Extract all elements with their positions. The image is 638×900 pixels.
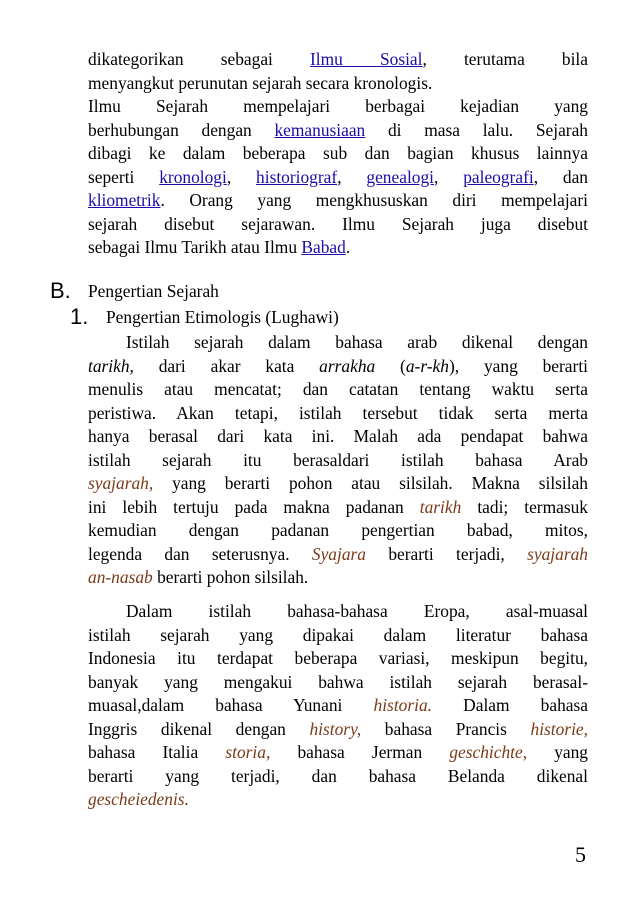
paragraph-eropa	[88, 600, 588, 812]
link-kemanusiaan[interactable]: kemanusiaan	[274, 119, 366, 140]
text-line: dibagi ke dalam beberapa sub dan bagian khusus lainnya	[88, 143, 588, 163]
text-line: peristiwa. Akan tetapi, istilah tersebut tidak serta merta	[88, 402, 588, 423]
text-line: muasal,dalam bahasa Yunani historia. Dalam bahasa	[88, 695, 588, 715]
text-line: tarikh, dari akar kata arrakha (a-r-kh), yang berarti	[88, 355, 588, 376]
link-paleografi[interactable]: paleografi	[463, 166, 534, 187]
text-line: Dalam istilah bahasa-bahasa Eropa, asal-muasal	[126, 601, 588, 621]
text-line: menulis atau mencatat; dan catatan tentang waktu serta	[88, 379, 588, 399]
text-line: Inggris dikenal dengan history, bahasa Prancis historie,	[88, 718, 588, 739]
paragraph-continuation	[88, 48, 588, 95]
text-line: istilah sejarah itu berasaldari istilah bahasa Arab	[88, 449, 588, 470]
text-line: Ilmu Sejarah mempelajari berbagai kejadian yang	[88, 96, 588, 116]
link-kliometrik[interactable]: kliometrik	[88, 190, 161, 210]
paragraph-etimologis	[88, 331, 588, 590]
text-line: banyak yang mengakui bahwa istilah sejarah berasal-	[88, 671, 588, 692]
text-line: kliometrik. Orang yang mengkhususkan diri mempelajari	[88, 190, 588, 210]
text-line: menyangkut perunutan sejarah secara kronologis.	[88, 72, 433, 93]
link-kronologi[interactable]: kronologi	[159, 166, 227, 187]
section-title: Pengertian Sejarah	[88, 281, 219, 301]
text-line: Istilah sejarah dalam bahasa arab dikenal dengan	[126, 332, 588, 352]
link-genealogi[interactable]: genealogi	[366, 166, 434, 187]
link-ilmu-sosial[interactable]: Ilmu Sosial	[310, 49, 423, 69]
paragraph-ilmu-sejarah	[88, 95, 588, 260]
text-line: gescheiedenis.	[88, 789, 189, 809]
text-line: dikategorikan sebagai Ilmu Sosial, terutama bila	[88, 49, 588, 69]
text-line: ini lebih tertuju pada makna padanan tarikh tadi; termasuk	[88, 496, 588, 517]
text-line: kemudian dengan padanan pengertian babad, mitos,	[88, 520, 588, 540]
subsection-marker-1: 1.	[70, 304, 89, 329]
page-number: 5	[575, 842, 586, 867]
link-babad[interactable]: Babad	[301, 237, 346, 257]
text-line: berhubungan dengan kemanusiaan di masa lalu. Sejarah	[88, 119, 588, 140]
section-marker-b: B.	[50, 278, 71, 303]
text-line: berarti yang terjadi, dan bahasa Belanda dikenal	[88, 765, 588, 786]
text-line: hanya berasal dari kata ini. Malah ada pendapat bahwa	[88, 426, 588, 446]
subsection-title: Pengertian Etimologis (Lughawi)	[106, 307, 339, 327]
link-historiograf[interactable]: historiograf	[256, 166, 338, 187]
text-line: legenda dan seterusnya. Syajara berarti terjadi, syajarah	[88, 543, 588, 564]
text-line: bahasa Italia storia, bahasa Jerman geschichte, yang	[88, 742, 588, 762]
text-line: seperti kronologi, historiograf, genealogi, paleografi, dan	[88, 166, 588, 187]
text-line: sebagai Ilmu Tarikh atau Ilmu Babad.	[88, 237, 351, 257]
text-line: syajarah, yang berarti pohon atau silsilah. Makna silsilah	[88, 473, 588, 493]
text-line: Indonesia itu terdapat beberapa variasi, meskipun begitu,	[88, 648, 588, 668]
text-line: an-nasab berarti pohon silsilah.	[88, 567, 309, 587]
text-line: sejarah disebut sejarawan. Ilmu Sejarah juga disebut	[88, 213, 588, 234]
text-line: istilah sejarah yang dipakai dalam literatur bahasa	[88, 624, 588, 645]
